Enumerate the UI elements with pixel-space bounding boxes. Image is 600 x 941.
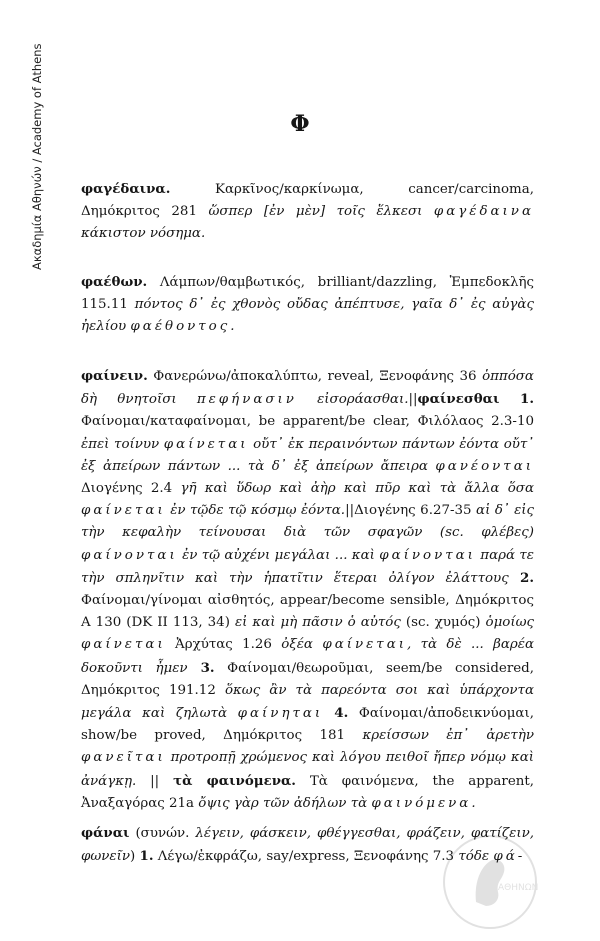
entry-fagedaina: [81, 178, 534, 246]
entry-quote: τόδε: [458, 849, 494, 865]
entry-separator: ||: [136, 773, 174, 789]
watermark-text: Ακαδημία Αθηνών / Academy of Athens: [30, 43, 44, 270]
entry-quote: ὀξέα: [281, 637, 323, 653]
entry-quote: προτροπῇ χρώμενος καὶ λόγου πειθοῖ ἤπερ νόμῳ καὶ ἀνάγκῃ.: [81, 750, 534, 789]
entry-headword: φαγέδαινα.: [81, 181, 171, 197]
entry-text: Φαίνομαι/καταφαίνομαι, be apparent/be clear, Φιλόλαος 2.3-10: [81, 414, 534, 430]
entry-quote: ὅκως ἂν τὰ παρεόντα σοι καὶ ὑπάρχοντα μεγάλα καὶ ζηλωτὰ: [81, 682, 534, 722]
watermark: [30, 40, 46, 270]
entry-definition: Καρκῖνος/καρκίνωμα, cancer/carcinoma,: [214, 182, 534, 197]
entry-synonyms-open: (συνών.: [129, 826, 196, 841]
entry-quote: οὔτ᾽ ἐκ περαινόντων πάντων ἐόντα οὔτ᾽ ἐξ ἀπείρων πάντων ... τὰ δ᾽ ἐξ ἀπείρων ἄπειρα: [81, 436, 535, 474]
sub-headword: φαίνεσθαι 1.: [417, 391, 534, 408]
entry-headword: φαέθων.: [81, 274, 148, 290]
entry-quote-keyword: φαίνεται: [322, 637, 408, 653]
entry-headword: φάναι: [81, 825, 130, 841]
academy-stamp: [440, 832, 540, 932]
entry-quote-keyword: φαίνονται: [379, 547, 476, 563]
entry-text: Φαίνομαι/ἀποδεικνύομαι, show/be proved, Δημόκριτος 181: [81, 706, 534, 744]
entry-definition: Λέγω/ἐκφράζω, say/express, Ξενοφάνης 7.3: [153, 849, 459, 865]
entry-quote-keyword: φαέθοντος: [130, 319, 231, 335]
entry-quote: παρά τε τὴν σπληνῖτιν καὶ τὴν ἡπατῖτιν ἕτεραι ὀλίγον ἐλάττους: [81, 547, 534, 586]
sub-headword: τὰ φαινόμενα.: [173, 772, 296, 789]
entry-quote-keyword: πεφήνασιν: [196, 392, 297, 408]
entry-quote: ἐν τῷδε τῷ κόσμῳ ἐόντα.: [165, 503, 346, 519]
entry-author: Δημόκριτος 281: [81, 204, 209, 220]
entry-text: Φαίνομαι/θεωροῦμαι, seem/be considered, Δημόκριτος 191.12: [81, 660, 534, 698]
sense-number: 1.: [139, 848, 154, 865]
entry-definition: Λάμπων/θαμβωτικός, brilliant/dazzling,: [159, 275, 450, 290]
entry-quote-end: κάκιστον νόσημα.: [81, 226, 206, 242]
entry-quote-keyword: φά-: [493, 849, 526, 865]
entry-quote-keyword: φαίνηται: [237, 706, 324, 722]
entry-quote-end: .: [471, 795, 476, 811]
entry-quote-keyword: φαίνονται: [81, 547, 178, 563]
entry-quote: ὁμοίως: [485, 615, 535, 631]
entry-quote: ἐπεὶ τοίνυν: [81, 436, 164, 452]
sense-number: 4.: [323, 705, 349, 722]
entry-text: Τὰ φαινόμενα, the apparent, Ἀναξαγόρας 21a: [81, 773, 534, 811]
entry-text: ||Διογένης 6.27-35: [345, 503, 477, 519]
entry-quote: ὄψις γὰρ τῶν ἀδήλων τὰ: [198, 795, 372, 811]
entry-quote: εἰ καὶ μὴ πᾶσιν ὁ αὐτός: [234, 615, 401, 631]
entry-quote: γῆ καὶ ὕδωρ καὶ ἀὴρ καὶ πῦρ καὶ τὰ ἄλλα ὅσα: [180, 481, 534, 497]
entry-quote: κρείσσων ἐπ᾽ ἀρετὴν: [362, 728, 535, 744]
section-letter: Φ: [290, 111, 310, 137]
entry-quote: ὥσπερ [ἐν μὲν] τοῖς ἕλκεσι: [208, 204, 434, 220]
sense-number: 2.: [508, 569, 534, 586]
entry-synonyms-close: ): [130, 849, 140, 865]
entry-synonyms: λέγειν, φάσκειν, φθέγγεσθαι, φράζειν, φατίζειν, φωνεῖν: [81, 826, 534, 865]
entry-quote: , τὰ δὲ ... βαρέα δοκοῦντι ἦμεν: [81, 637, 534, 676]
entry-headword: φαίνειν.: [81, 368, 148, 384]
entry-quote-keyword: φαίνεται: [163, 436, 249, 452]
entry-fainein: [81, 365, 534, 815]
entry-text: Διογένης 2.4: [81, 481, 181, 497]
entry-quote-keyword: φαίνεται: [81, 637, 166, 653]
entry-text: Φαίνομαι/γίνομαι αἰσθητός, appear/become sensible, Δημόκριτος Α 130 (DK II 113, 34): [81, 593, 534, 631]
entry-quote-keyword: φαίνεται: [81, 503, 166, 519]
entry-text: Φανερώνω/ἀποκαλύπτω, reveal, Ξενοφάνης 36: [153, 369, 483, 384]
entry-quote: πόντος δ᾽ ἐς χθονὸς οὔδας ἀπέπτυσε, γαῖα δ᾽ ἐς αὐγὰς ἠελίου: [81, 297, 534, 335]
entry-quote-keyword: φανέονται: [435, 458, 534, 474]
entry-text: (sc. χυμός): [400, 615, 486, 631]
entry-quote: ἐν τῷ αὐχένι μεγάλαι ... καὶ: [177, 547, 380, 563]
entry-quote-keyword: φαινόμενα: [371, 795, 472, 811]
entry-separator: ||: [408, 392, 418, 408]
entry-quote-keyword: φανεῖται: [81, 750, 166, 766]
stamp-label: ΑΘΗΝΩΝ: [498, 883, 539, 893]
entry-quote: εἰσοράασθαι.: [296, 392, 409, 408]
entry-quote-end: .: [230, 319, 235, 335]
entry-quote-keyword: φαγέδαινα: [433, 204, 534, 220]
entry-author: Ἐμπεδοκλῆς 115.11: [81, 275, 534, 313]
entry-quote: ὁππόσα δὴ θνητοῖσι: [81, 369, 534, 408]
sense-number: 3.: [187, 659, 215, 676]
entry-faethon: [81, 271, 534, 339]
entry-quote: αἱ δ᾽ εἰς τὴν κεφαλὴν τείνουσαι διὰ τῶν σφαγῶν (sc. φλέβες): [81, 503, 535, 541]
entry-text: Ἀρχύτας 1.26: [165, 637, 282, 653]
